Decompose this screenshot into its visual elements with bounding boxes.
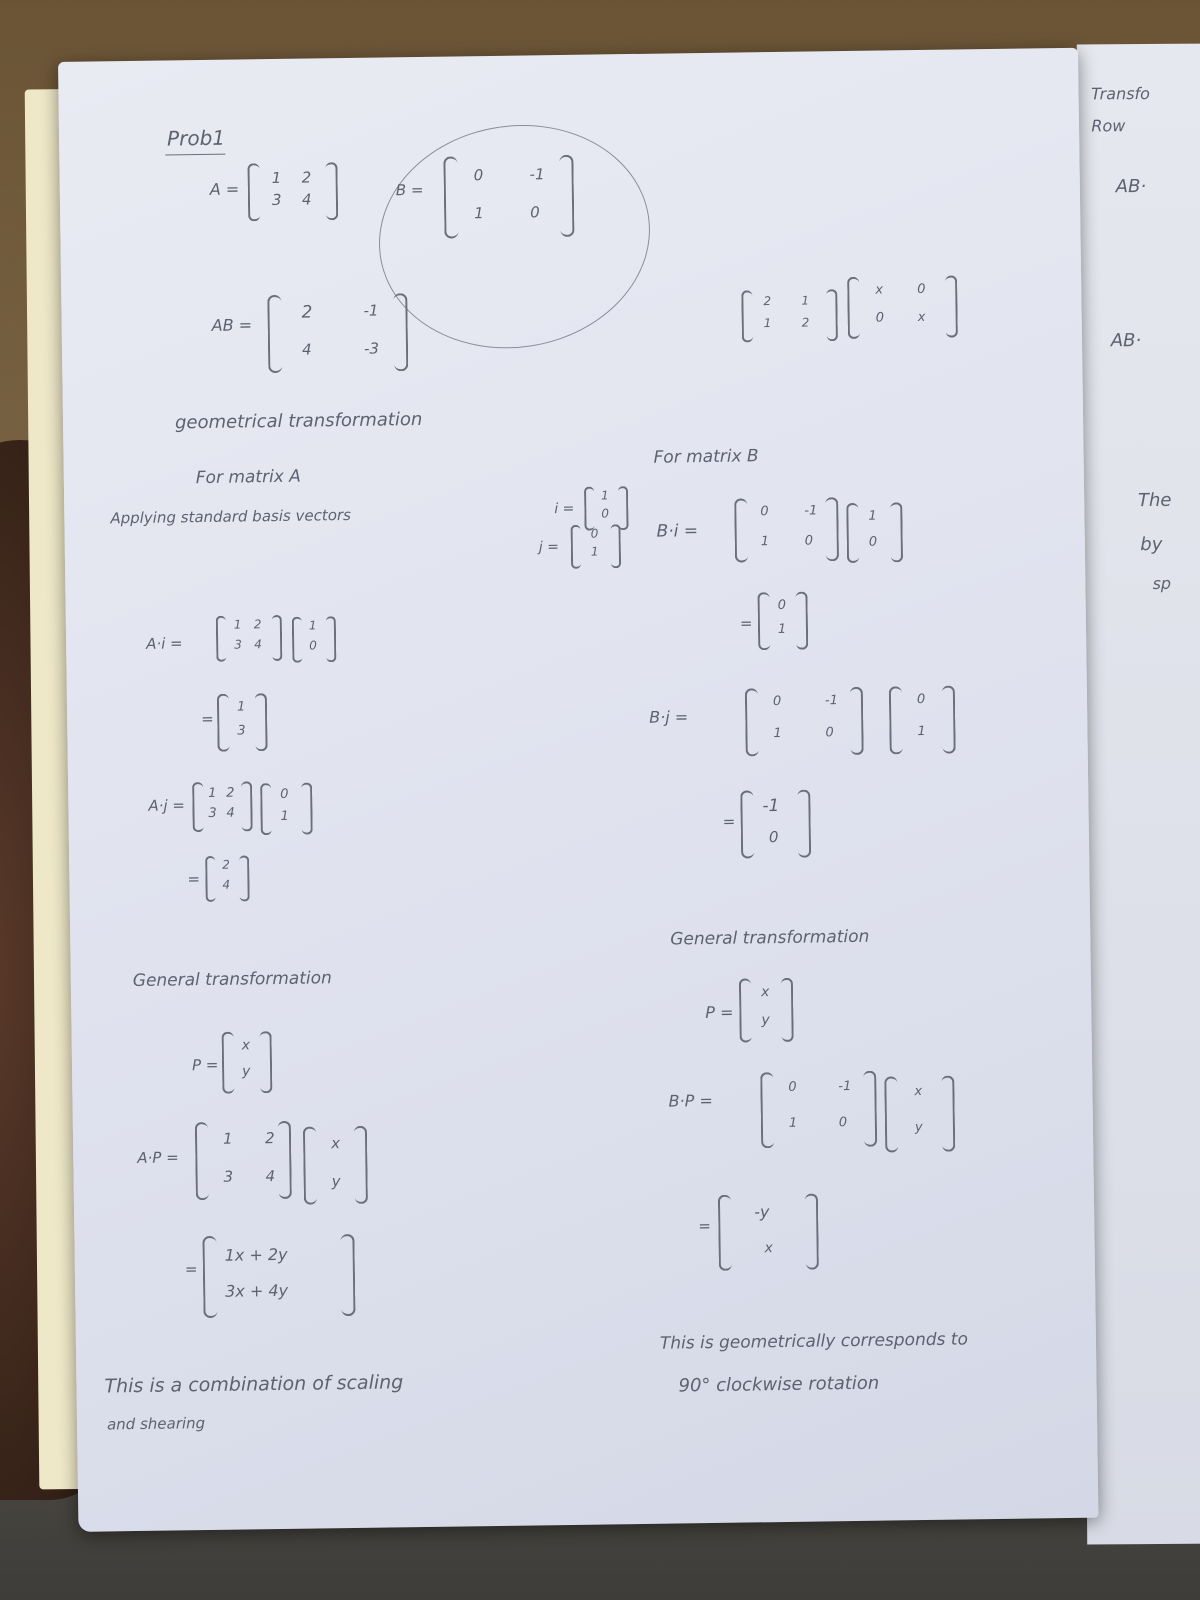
a-p-vector: [303, 1126, 368, 1205]
general-transformation-title-left: General transformation: [132, 968, 332, 992]
section-title: geometrical transformation: [174, 408, 423, 434]
matrix-b-subheading: For matrix B: [653, 446, 759, 468]
matrix-cell: 1: [763, 316, 772, 331]
a-i-matrix: [216, 615, 283, 662]
next-page-fragment: The: [1137, 489, 1172, 512]
matrix-cell: -1: [824, 693, 839, 709]
right-bracket: [326, 616, 337, 662]
right-bracket: [301, 783, 313, 835]
matrix-cell: -1: [529, 165, 545, 184]
notebook-page: [58, 48, 1098, 1532]
left-bracket: [292, 617, 303, 663]
b-i-result: [757, 592, 808, 651]
matrix-b-label: B =: [395, 180, 424, 200]
p-vector-right: [739, 978, 794, 1043]
right-bracket: [272, 615, 283, 661]
matrix-cell: 0: [760, 504, 769, 520]
product-ab-matrix: [267, 293, 408, 373]
matrix-cell: 0: [473, 166, 484, 185]
left-bracket: [195, 1122, 209, 1200]
right-bracket: [393, 293, 408, 371]
vector-cell: 1x + 2y: [224, 1244, 288, 1265]
matrix-cell: 2: [253, 617, 262, 632]
vector-cell: x: [241, 1037, 251, 1054]
b-p-label: B·P =: [668, 1090, 713, 1111]
matrix-cell: 0: [825, 725, 834, 741]
vector-cell: 4: [222, 877, 231, 892]
left-bracket: [734, 498, 748, 562]
vector-cell: 0: [590, 526, 599, 541]
vector-cell: 0: [868, 534, 878, 550]
vector-cell: 0: [768, 828, 779, 847]
right-bracket: [340, 1234, 355, 1316]
p-label-left: P =: [191, 1055, 219, 1075]
right-bracket: [239, 855, 250, 901]
conclusion-left-line2: and shearing: [106, 1414, 206, 1434]
right-bracket: [559, 155, 574, 237]
matrix-cell: 1: [208, 785, 217, 801]
a-p-result: [202, 1234, 355, 1318]
right-bracket: [241, 781, 253, 831]
b-p-matrix: [760, 1071, 877, 1149]
a-p-matrix: [195, 1121, 292, 1200]
equals-sign: =: [184, 1260, 198, 1279]
b-j-vector: [889, 686, 956, 755]
right-bracket: [255, 693, 268, 751]
left-bracket: [571, 525, 582, 569]
matrix-cell: 1: [760, 534, 770, 550]
left-bracket: [741, 290, 753, 342]
matrix-cell: 3: [271, 190, 282, 210]
right-bracket: [863, 1071, 877, 1147]
vector-cell: 3: [237, 723, 246, 739]
right-bracket: [890, 502, 903, 562]
matrix-a-label: A =: [209, 179, 240, 199]
product-ab-label: AB =: [211, 315, 253, 335]
matrix-cell: 3: [223, 1167, 234, 1186]
vector-cell: x: [914, 1084, 923, 1100]
matrix-cell: 2: [264, 1129, 275, 1148]
heading-underline: [165, 154, 225, 156]
vector-cell: -1: [762, 796, 780, 817]
matrix-cell: 4: [254, 637, 262, 652]
right-bracket: [781, 978, 794, 1042]
matrix-cell: 4: [301, 340, 312, 359]
a-j-result: [205, 855, 250, 902]
a-i-vector: [292, 616, 337, 663]
matrix-cell: 4: [301, 190, 312, 209]
vector-cell: 1: [280, 808, 289, 824]
next-page-fragment: AB·: [1115, 176, 1147, 198]
matrix-cell: 1: [271, 168, 282, 188]
matrix-cell: 1: [788, 1115, 798, 1131]
matrix-cell: 1: [222, 1129, 233, 1148]
vector-cell: 1: [777, 621, 787, 638]
j-vector: [571, 524, 622, 569]
a-i-result: [217, 693, 268, 752]
next-page-fragment: AB·: [1110, 330, 1142, 352]
matrix-cell: 3: [234, 637, 242, 652]
left-bracket: [745, 688, 759, 756]
matrix-cell: 0: [838, 1115, 848, 1131]
matrix-cell: 0: [804, 533, 814, 549]
a-j-label: A·j =: [148, 796, 186, 815]
vector-cell: 0: [916, 691, 926, 708]
left-bracket: [847, 277, 860, 339]
right-bracket: [260, 1031, 273, 1093]
right-bracket: [945, 275, 958, 337]
next-page-fragment: sp: [1152, 573, 1172, 593]
equals-sign: =: [739, 614, 753, 633]
matrix-cell: -1: [363, 301, 379, 320]
matrix-cell: -1: [838, 1079, 852, 1095]
right-bracket: [611, 524, 622, 568]
a-j-vector: [260, 783, 313, 836]
vector-cell: 1: [917, 723, 926, 740]
vector-cell: y: [914, 1120, 923, 1136]
left-bracket: [718, 1195, 732, 1271]
next-page-fragment: Transfo: [1091, 83, 1150, 104]
b-i-matrix: [734, 497, 839, 562]
right-bracket: [797, 790, 811, 858]
a-j-matrix: [192, 781, 253, 832]
equals-sign: =: [201, 709, 214, 729]
vector-cell: 1: [308, 618, 317, 633]
b-p-vector: [884, 1076, 955, 1153]
equals-sign: =: [187, 870, 201, 889]
left-bracket: [884, 1076, 898, 1152]
vector-cell: x: [330, 1134, 341, 1153]
vector-cell: 3x + 4y: [225, 1280, 289, 1301]
matrix-cell: 0: [788, 1079, 797, 1095]
j-label: j =: [538, 539, 560, 556]
vector-cell: 0: [601, 506, 610, 521]
matrix-cell: 1: [801, 293, 810, 308]
b-j-matrix: [745, 687, 864, 757]
matrix-a: [247, 162, 338, 221]
right-bracket: [325, 162, 338, 220]
right-bracket: [942, 686, 956, 754]
conclusion-right-line2: 90° clockwise rotation: [678, 1372, 880, 1397]
scratch-matrix-right: [847, 275, 958, 339]
conclusion-left-line1: This is a combination of scaling: [104, 1371, 404, 1398]
right-bracket: [354, 1126, 368, 1204]
matrix-cell: 1: [773, 725, 782, 742]
b-j-label: B·j =: [649, 707, 689, 727]
right-bracket: [278, 1121, 292, 1199]
right-bracket: [805, 1194, 819, 1270]
left-bracket: [757, 592, 770, 650]
p-vector-left: [222, 1031, 273, 1094]
vector-cell: 0: [309, 638, 317, 653]
matrix-cell: 0: [530, 203, 540, 222]
left-bracket: [202, 1236, 217, 1318]
matrix-cell: 2: [301, 302, 313, 323]
left-bracket: [205, 856, 216, 902]
matrix-cell: 4: [265, 1167, 276, 1186]
right-bracket: [941, 1076, 955, 1152]
matrix-cell: 0: [875, 310, 885, 326]
matrix-cell: 0: [772, 693, 782, 710]
matrix-cell: 2: [763, 294, 772, 309]
left-bracket: [739, 978, 752, 1042]
vector-cell: 2: [222, 857, 230, 872]
matrix-cell: 0: [917, 281, 926, 298]
b-i-vector: [846, 502, 903, 563]
vector-cell: -y: [753, 1202, 770, 1222]
right-bracket: [795, 592, 808, 650]
left-bracket: [260, 783, 272, 835]
vector-cell: y: [761, 1012, 770, 1029]
b-p-result: [718, 1194, 819, 1271]
matrix-cell: 2: [301, 168, 312, 187]
next-page-fragment: Row: [1091, 116, 1126, 136]
general-transformation-title-right: General transformation: [670, 926, 870, 950]
right-bracket: [850, 687, 864, 755]
vector-cell: 1: [236, 699, 246, 715]
matrix-cell: x: [917, 309, 926, 326]
vector-cell: x: [764, 1240, 774, 1257]
right-bracket: [826, 289, 838, 341]
left-bracket: [889, 686, 903, 754]
matrix-cell: 2: [226, 785, 235, 801]
scratch-matrix-left: [741, 289, 838, 342]
left-bracket: [760, 1072, 774, 1148]
left-bracket: [192, 782, 204, 832]
matrix-cell: 3: [208, 805, 217, 821]
matrix-a-subheading: For matrix A: [195, 466, 301, 489]
next-page-fragment: by: [1140, 533, 1163, 556]
left-bracket: [267, 295, 282, 373]
vector-cell: 1: [601, 488, 609, 503]
matrix-cell: 1: [233, 617, 242, 632]
left-bracket: [443, 156, 458, 238]
vector-cell: 1: [868, 508, 877, 524]
left-bracket: [216, 616, 227, 662]
matrix-b: [443, 155, 574, 239]
matrix-cell: 1: [474, 204, 484, 223]
equals-sign: =: [698, 1216, 712, 1236]
b-i-label: B·i =: [656, 521, 699, 542]
matrix-cell: 4: [226, 805, 235, 821]
left-bracket: [846, 503, 859, 563]
matrix-cell: -3: [363, 339, 380, 358]
b-j-result: [740, 790, 811, 859]
basis-vectors-text: Applying standard basis vectors: [110, 505, 352, 528]
left-bracket: [740, 790, 754, 858]
vector-cell: y: [331, 1172, 341, 1191]
matrix-cell: x: [875, 282, 884, 298]
vector-cell: 1: [590, 544, 599, 559]
vector-cell: x: [760, 984, 770, 1001]
problem-heading: Prob1: [166, 125, 226, 151]
a-p-label: A·P =: [137, 1148, 179, 1167]
a-i-label: A·i =: [146, 634, 183, 653]
conclusion-right-line1: This is geometrically corresponds to: [659, 1329, 969, 1354]
left-bracket: [217, 694, 230, 752]
i-label: i =: [554, 500, 575, 518]
left-bracket: [222, 1032, 235, 1094]
p-label-right: P =: [705, 1002, 734, 1023]
left-bracket: [303, 1127, 317, 1205]
vector-cell: y: [242, 1063, 251, 1080]
equals-sign: =: [722, 812, 736, 831]
right-bracket: [825, 497, 839, 561]
vector-cell: 0: [280, 786, 289, 802]
left-bracket: [247, 163, 260, 221]
matrix-cell: -1: [804, 503, 818, 519]
vector-cell: 0: [777, 597, 787, 614]
matrix-cell: 2: [801, 315, 810, 330]
